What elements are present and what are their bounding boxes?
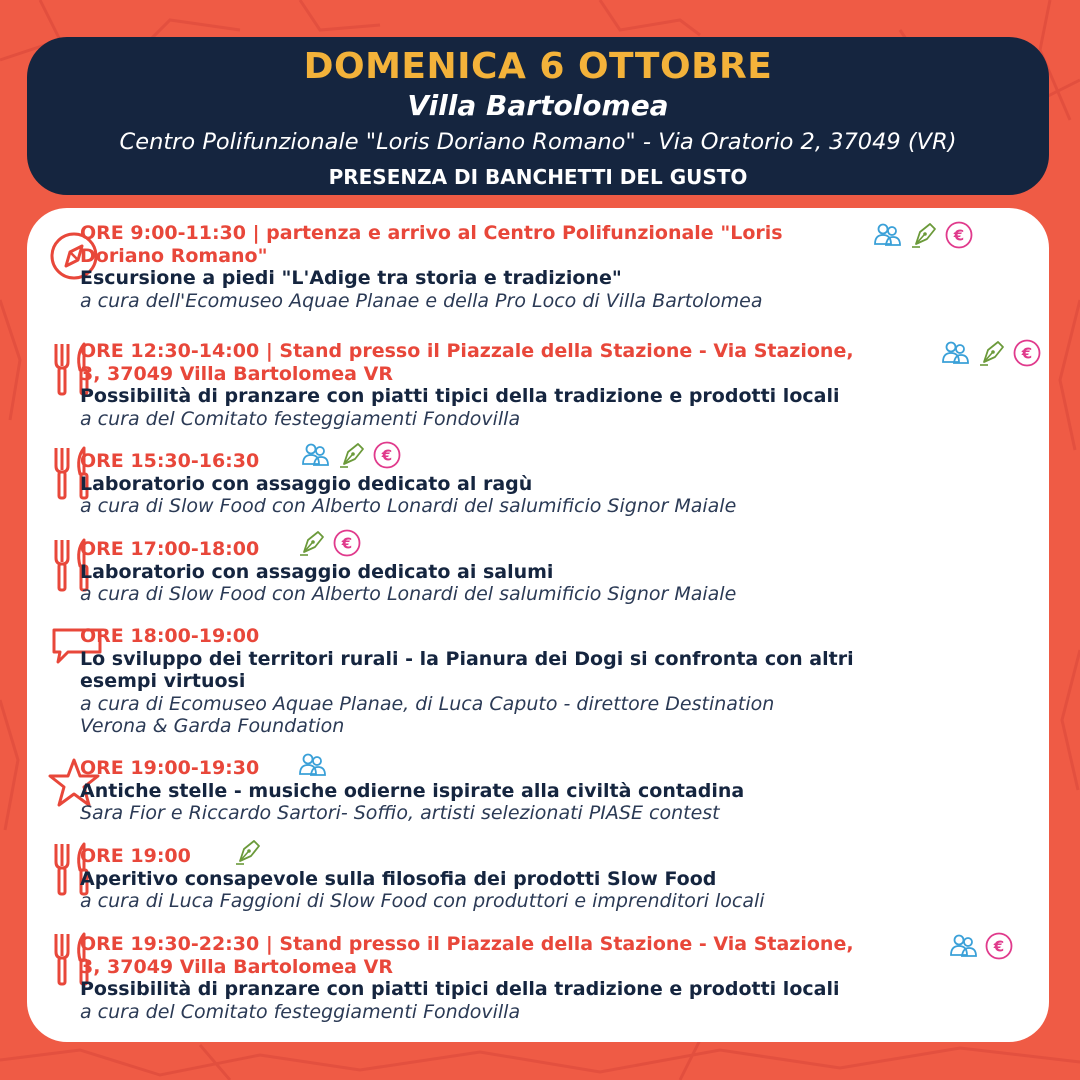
event-title: Escursione a piedi "L'Adige tra storia e tradizione"	[80, 267, 622, 289]
event-badges	[872, 220, 974, 250]
people-icon	[940, 338, 970, 368]
euro-icon	[984, 931, 1014, 961]
people-icon	[872, 220, 902, 250]
event-badges	[296, 528, 362, 558]
event-item	[80, 450, 940, 518]
euro-icon	[944, 220, 974, 250]
event-title: Antiche stelle - musiche odierne ispirate alla civiltà contadina	[80, 779, 745, 802]
event-badges	[232, 837, 262, 867]
people-icon	[300, 440, 330, 470]
people-icon	[948, 931, 978, 961]
event-organizer: a cura di Slow Food con Alberto Lonardi del salumificio Signor Maiale	[80, 495, 737, 517]
event-time: ORE 9:00-11:30 | partenza e arrivo al Centro Polifunzionale "Loris	[80, 222, 783, 244]
euro-icon	[332, 528, 362, 558]
event-time: ORE 19:30-22:30 | Stand presso il Piazzale della Stazione - Via Stazione,	[80, 933, 854, 955]
event-title: Lo sviluppo dei territori rurali - la Pianura dei Dogi si confronta con altri	[80, 647, 854, 670]
event-badges	[300, 440, 402, 470]
event-time: 3, 37049 Villa Bartolomea VR	[80, 955, 393, 978]
event-time: ORE 19:00	[80, 845, 191, 867]
people-icon	[297, 750, 327, 780]
pen-icon	[976, 338, 1006, 368]
event-title: esempi virtuosi	[80, 670, 246, 692]
event-time: ORE 17:00-18:00	[80, 538, 260, 560]
euro-icon	[372, 440, 402, 470]
event-item	[80, 625, 940, 738]
event-time: 3, 37049 Villa Bartolomea VR	[80, 362, 393, 385]
event-item	[80, 222, 940, 312]
event-item	[80, 538, 940, 606]
event-organizer: a cura di Slow Food con Alberto Lonardi del salumificio Signor Maiale	[80, 583, 737, 605]
event-badges	[940, 338, 1042, 368]
pen-icon	[336, 440, 366, 470]
event-organizer: a cura del Comitato festeggiamenti Fondovilla	[80, 407, 521, 430]
event-time: ORE 19:00-19:30	[80, 757, 260, 779]
event-note: PRESENZA DI BANCHETTI DEL GUSTO	[328, 165, 748, 189]
event-organizer: a cura dell'Ecomuseo Aquae Planae e della Pro Loco di Villa Bartolomea	[80, 289, 763, 312]
event-town: Villa Bartolomea	[407, 89, 669, 122]
header-banner	[27, 37, 1049, 195]
event-item	[80, 845, 940, 913]
event-organizer: a cura di Luca Faggioni di Slow Food con produttori e imprenditori locali	[80, 890, 765, 912]
event-badges	[297, 750, 327, 780]
event-title: Laboratorio con assaggio dedicato al ragù	[80, 472, 533, 495]
event-title: Aperitivo consapevole sulla filosofia dei prodotti Slow Food	[80, 867, 717, 890]
event-venue: Centro Polifunzionale "Loris Doriano Romano" - Via Oratorio 2, 37049 (VR)	[119, 129, 957, 155]
event-time: ORE 15:30-16:30	[80, 450, 260, 472]
pen-icon	[296, 528, 326, 558]
event-title: Possibilità di pranzare con piatti tipici della tradizione e prodotti locali	[80, 978, 840, 1000]
pen-icon	[232, 837, 262, 867]
event-organizer: Verona & Garda Foundation	[80, 715, 345, 737]
event-time: ORE 12:30-14:00 | Stand presso il Piazzale della Stazione - Via Stazione,	[80, 340, 854, 362]
event-badges	[948, 931, 1014, 961]
event-time: ORE 18:00-19:00	[80, 625, 260, 647]
event-item	[80, 757, 940, 825]
event-organizer: a cura del Comitato festeggiamenti Fondovilla	[80, 1000, 521, 1023]
event-title: Laboratorio con assaggio dedicato ai salumi	[80, 560, 554, 583]
event-time: Doriano Romano"	[80, 244, 268, 267]
event-date: DOMENICA 6 OTTOBRE	[303, 46, 773, 87]
pen-icon	[908, 220, 938, 250]
event-organizer: Sara Fior e Riccardo Sartori- Soffio, artisti selezionati PIASE contest	[80, 802, 720, 824]
euro-icon	[1012, 338, 1042, 368]
event-organizer: a cura di Ecomuseo Aquae Planae, di Luca Caputo - direttore Destination	[80, 692, 775, 715]
event-item	[80, 340, 940, 430]
event-title: Possibilità di pranzare con piatti tipici della tradizione e prodotti locali	[80, 385, 840, 407]
event-item	[80, 933, 940, 1023]
